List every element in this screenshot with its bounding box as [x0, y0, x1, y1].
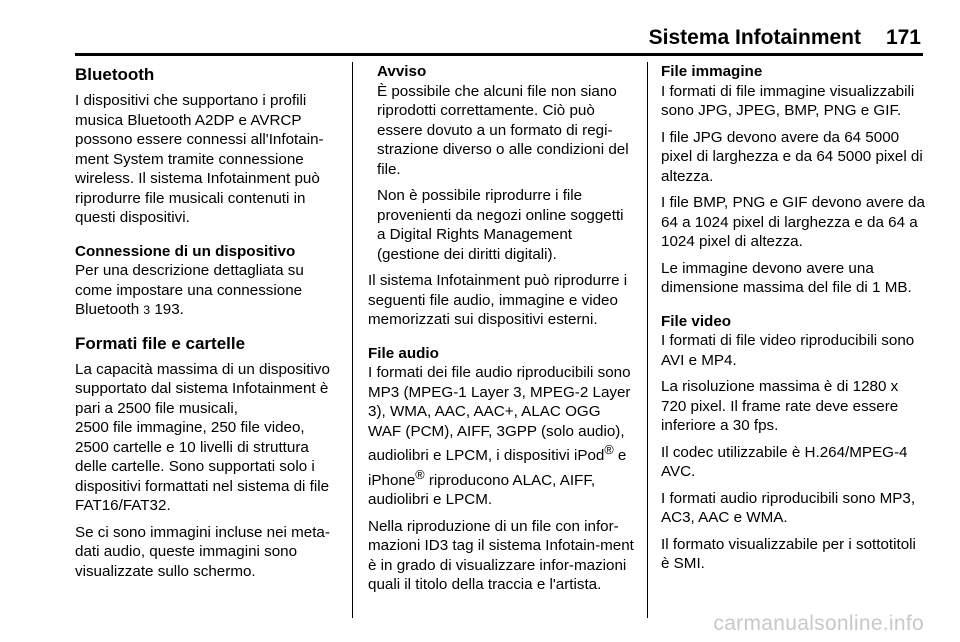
paragraph-audio-formats-video: I formati audio riproducibili sono MP3, AC3, AAC e WMA.	[661, 489, 916, 526]
paragraph-external-files: Il sistema Infotainment può riprodurre i seguenti file audio, immagine e video memorizzati sui dispositivi esterni.	[368, 272, 628, 328]
paragraph-connect	[75, 261, 343, 321]
page-header	[75, 26, 923, 56]
notice-title: Avviso	[377, 63, 427, 80]
heading-bluetooth: Bluetooth	[75, 65, 155, 84]
paragraph-resolution: La risoluzione massima è di 1280 x 720 pixel. Il frame rate deve essere inferiore a 30 fps.	[661, 378, 899, 434]
connect-text: Per una descrizione dettagliata su come impostare una connessione Bluetooth	[75, 262, 304, 318]
capacity-line-3: 2500 cartelle e 10 livelli di struttura delle cartelle. Sono supportati solo i dispositivi formattati nel sistema di file FAT16/FAT32.	[75, 438, 330, 514]
column-divider-right	[647, 62, 648, 618]
paragraph-id3-tags: Nella riproduzione di un file con infor-mazioni ID3 tag il sistema Infotain-ment è in grado di visualizzare infor-mazioni quali il titolo della traccia e l'artista.	[368, 517, 634, 594]
section-title: Sistema Infotainment	[648, 26, 861, 49]
paragraph-bmp-size: I file BMP, PNG e GIF devono avere da 64 a 1024 pixel di larghezza e da 64 a 1024 pixel di altezza.	[661, 194, 925, 250]
audio-text-mid: e iPhone	[368, 447, 627, 489]
paragraph-metadata-images: Se ci sono immagini incluse nei meta-dati audio, queste immagini sono visualizzate sullo schermo.	[75, 523, 330, 580]
paragraph-jpg-size: I file JPG devono avere da 64 5000 pixel di larghezza e da 64 5000 pixel di altezza.	[661, 128, 923, 185]
header-rule	[75, 53, 923, 56]
capacity-line-1: La capacità massima di un dispositivo supportato dal sistema Infotainment è pari a 2500 file musicali,	[75, 360, 330, 417]
column-left	[75, 62, 343, 588]
heading-formats: Formati file e cartelle	[75, 333, 246, 353]
page-number: 171	[885, 26, 921, 49]
page-reference-icon: 3	[143, 303, 151, 317]
paragraph-image-formats: I formati di file immagine visualizzabili sono JPG, JPEG, BMP, PNG e GIF.	[661, 82, 915, 119]
column-right	[661, 62, 927, 581]
reference-page-link[interactable]: 193.	[150, 301, 184, 318]
subheading-connect-device: Connessione di un dispositivo	[75, 242, 296, 260]
notice-paragraph-2: Non è possibile riprodurre i file provenienti da negozi online soggetti a Digital Rights Management (gestione dei diritti digitali).	[377, 187, 624, 263]
paragraph-codec: Il codec utilizzabile è H.264/MPEG-4 AVC.	[661, 443, 908, 480]
audio-text-2: riproducono ALAC, AIFF, audiolibri e LPCM.	[368, 471, 596, 509]
audio-text-1: I formati dei file audio riproducibili sono MP3 (MPEG-1 Layer 3, MPEG-2 Layer 3), WMA, AAC, AAC+, ALAC OGG WAF (PCM), AIFF, 3GPP (solo audio), audiolibri e LPCM, i dispositivi iPod	[368, 364, 631, 465]
registered-mark: ®	[604, 443, 614, 457]
paragraph-audio-formats	[368, 363, 636, 510]
paragraph-video-formats: I formati di file video riproducibili sono AVI e MP4.	[661, 332, 915, 369]
site-watermark: carmanualsonline.info	[713, 612, 924, 635]
paragraph-capacity	[75, 360, 343, 516]
paragraph-subtitles: Il formato visualizzabile per i sottotitoli è SMI.	[661, 535, 916, 572]
registered-mark: ®	[415, 467, 425, 482]
subheading-image-files: File immagine	[661, 63, 763, 80]
notice-paragraph-1: È possibile che alcuni file non siano riprodotti correttamente. Ciò può essere dovuto a un formato di regi-strazione diverso o alle condizioni del file.	[377, 82, 629, 178]
capacity-line-2: 2500 file immagine, 250 file video,	[75, 419, 305, 436]
subheading-video-files: File video	[661, 312, 732, 330]
paragraph-max-file-size: Le immagine devono avere una dimensione massima del file di 1 MB.	[661, 259, 912, 296]
notice-box	[377, 62, 636, 264]
paragraph-bluetooth: I dispositivi che supportano i profili musica Bluetooth A2DP e AVRCP possono essere connessi all'Infotain-ment System tramite connessione wireless. Il sistema Infotainment può riprodurre file musicali contenuti in questi dispositivi.	[75, 92, 324, 226]
column-divider-left	[352, 62, 353, 618]
subheading-audio-files: File audio	[368, 344, 439, 362]
column-middle	[368, 62, 636, 602]
